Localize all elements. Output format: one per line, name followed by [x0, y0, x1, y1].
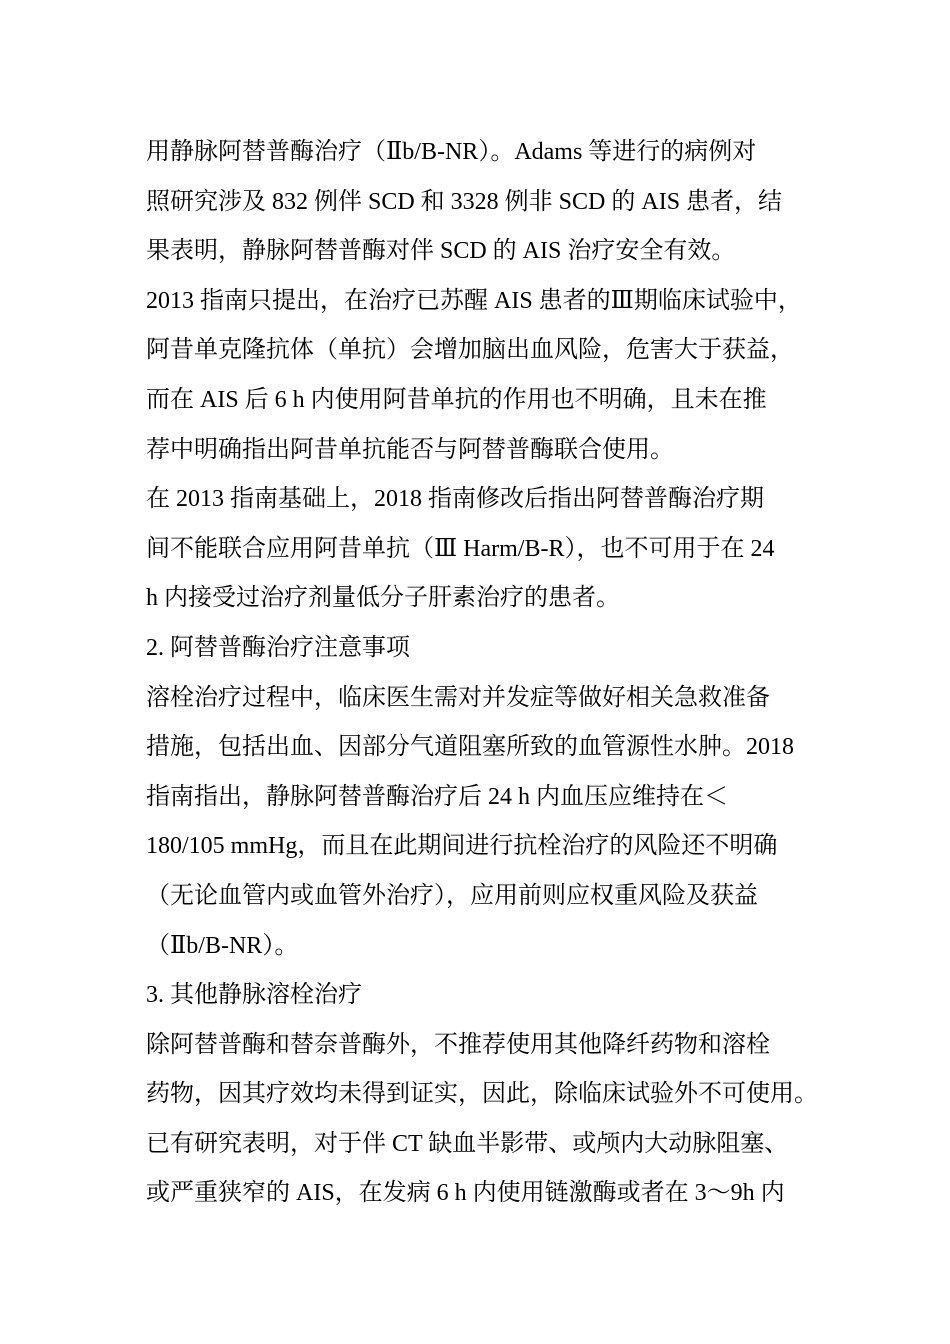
text-line: 在 2013 指南基础上，2018 指南修改后指出阿替普酶治疗期 — [146, 486, 764, 513]
section-heading: 3. 其他静脉溶栓治疗 — [146, 982, 362, 1009]
text-line: 已有研究表明，对于伴 CT 缺血半影带、或颅内大动脉阻塞、 — [146, 1130, 789, 1157]
text-line: 措施，包括出血、因部分气道阻塞所致的血管源性水肿。2018 — [146, 734, 794, 761]
text-line: 180/105 mmHg，而且在此期间进行抗栓治疗的风险还不明确 — [146, 833, 778, 860]
text-line: 而在 AIS 后 6 h 内使用阿昔单抗的作用也不明确，且未在推 — [146, 386, 767, 413]
text-line: 溶栓治疗过程中，临床医生需对并发症等做好相关急救准备 — [146, 684, 770, 711]
text-line: 或严重狭窄的 AIS，在发病 6 h 内使用链激酶或者在 3～9h 内 — [146, 1180, 785, 1207]
text-line: 用静脉阿替普酶治疗（Ⅱb/B-NR）。Adams 等进行的病例对 — [146, 139, 757, 165]
section-heading: 2. 阿替普酶治疗注意事项 — [146, 634, 410, 661]
text-line: 指南指出，静脉阿替普酶治疗后 24 h 内血压应维持在＜ — [146, 783, 728, 810]
document-body — [146, 128, 826, 1219]
text-line: 药物，因其疗效均未得到证实，因此，除临床试验外不可使用。 — [146, 1081, 818, 1108]
text-line: （Ⅱb/B-NR）。 — [146, 932, 299, 959]
text-line: h 内接受过治疗剂量低分子肝素治疗的患者。 — [146, 585, 620, 612]
text-line: 2013 指南只提出，在治疗已苏醒 AIS 患者的Ⅲ期临床试验中， — [146, 287, 802, 314]
text-line: 照研究涉及 832 例伴 SCD 和 3328 例非 SCD 的 AIS 患者，结 — [146, 188, 783, 215]
text-line: 果表明，静脉阿替普酶对伴 SCD 的 AIS 治疗安全有效。 — [146, 238, 736, 265]
text-line: 间不能联合应用阿昔单抗（Ⅲ Harm/B-R），也不可用于在 24 — [146, 535, 775, 562]
text-line: 荐中明确指出阿昔单抗能否与阿替普酶联合使用。 — [146, 436, 674, 463]
text-line: （无论血管内或血管外治疗），应用前则应权重风险及获益 — [146, 882, 758, 909]
text-line: 阿昔单克隆抗体（单抗）会增加脑出血风险，危害大于获益， — [146, 337, 794, 364]
text-line: 除阿替普酶和替奈普酶外，不推荐使用其他降纤药物和溶栓 — [146, 1031, 770, 1058]
